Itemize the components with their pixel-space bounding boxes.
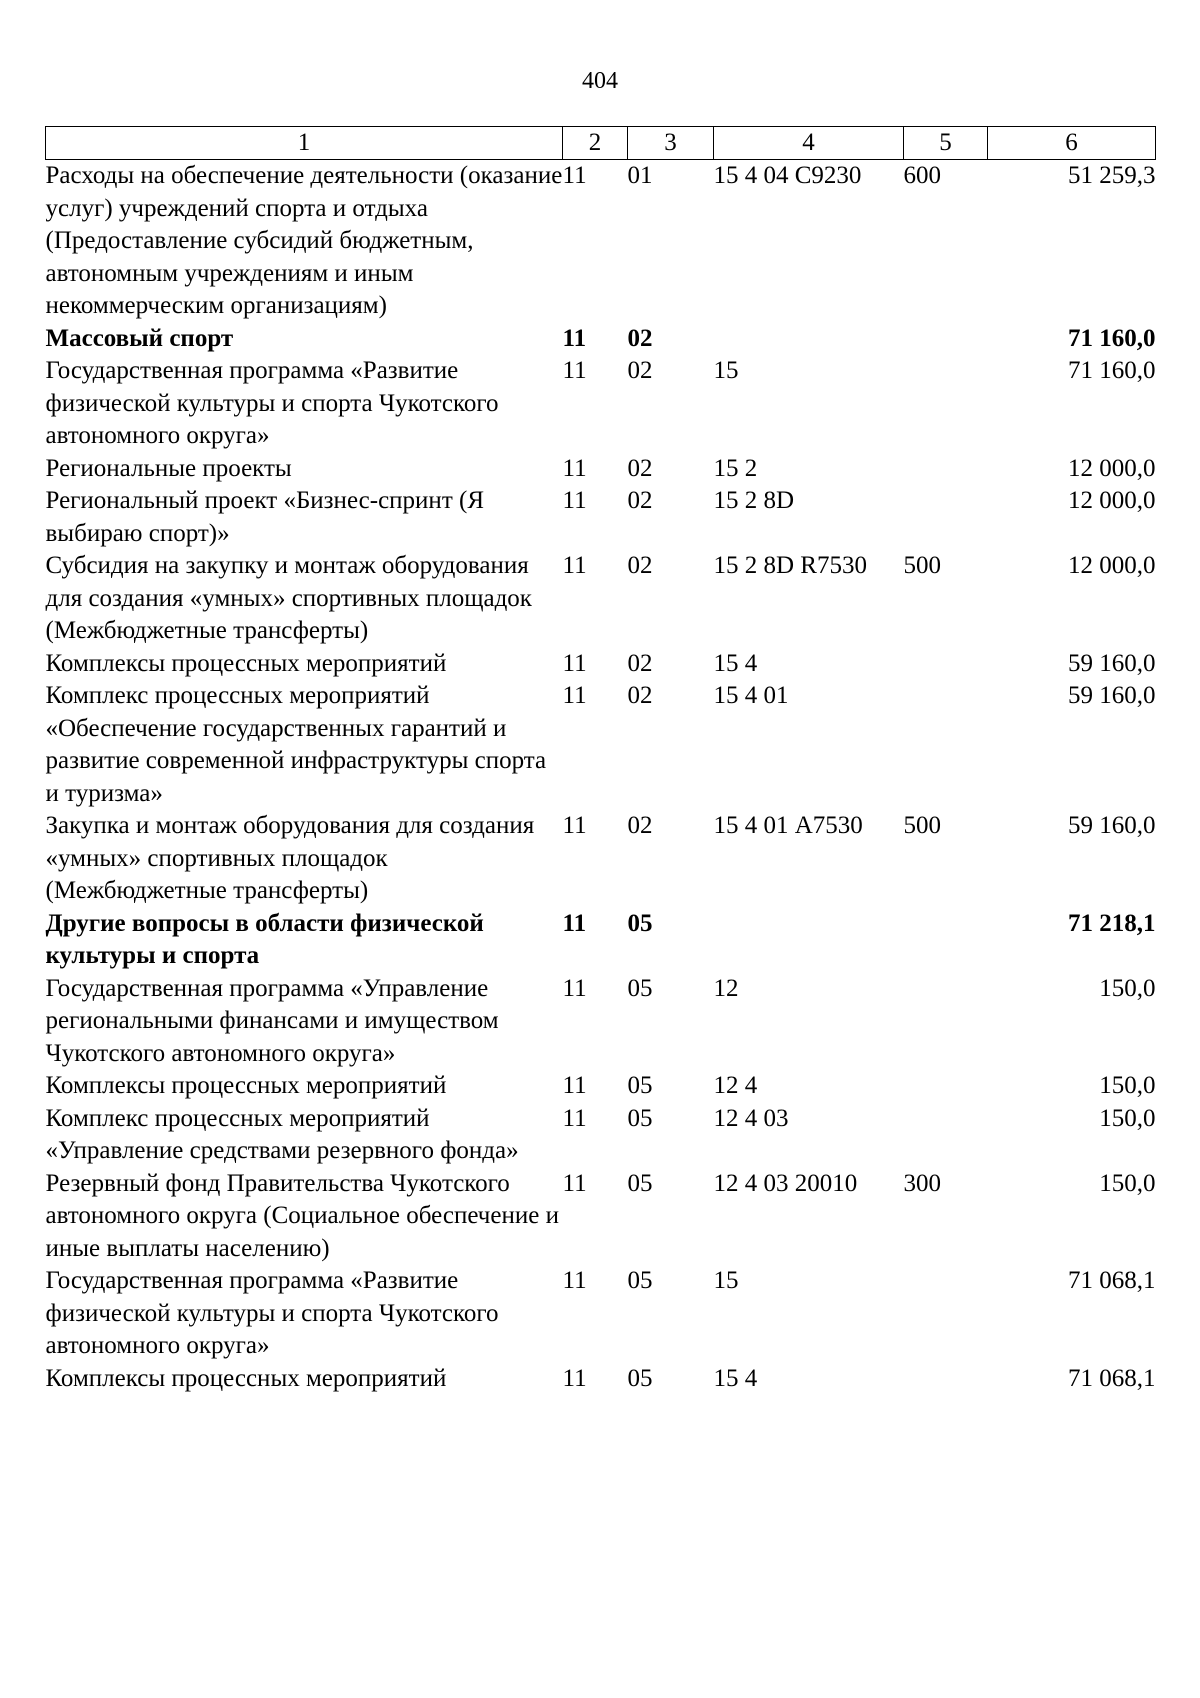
table-row xyxy=(46,973,1156,1071)
row-target-article: 12 4 03 xyxy=(713,1104,789,1132)
row-amount: 71 218,1 xyxy=(1068,909,1156,937)
table-row xyxy=(46,680,1156,810)
row-target-article: 15 2 8D R7530 xyxy=(713,552,867,579)
row-name: Расходы на обеспечение деятельности (оказание услуг) учреждений спорта и отдыха (Предоставление субсидий бюджетным, автономным учреждениям и иным некоммерческим организациям) xyxy=(45,162,563,319)
table-body xyxy=(46,160,1156,1396)
row-amount: 12 000,0 xyxy=(1068,487,1156,514)
row-amount: 150,0 xyxy=(1099,1072,1156,1099)
row-expense-type xyxy=(904,323,988,356)
row-target-article: 15 xyxy=(713,357,739,384)
row-name: Государственная программа «Развитие физической культуры и спорта Чукотского автономного округа» xyxy=(45,1267,499,1359)
row-name: Другие вопросы в области физической культуры и спорта xyxy=(45,909,484,969)
table-header xyxy=(46,127,1156,160)
row-target-article: 12 xyxy=(713,974,739,1002)
column-header-2: 2 xyxy=(563,127,628,160)
row-target-article: 15 4 04 С9230 xyxy=(713,162,862,189)
row-expense-type xyxy=(904,680,988,810)
row-name: Комплексы процессных мероприятий xyxy=(45,649,447,677)
row-subsection-code: 02 xyxy=(627,454,653,482)
row-name: Резервный фонд Правительства Чукотского автономного округа (Социальное обеспечение и иные выплаты населению) xyxy=(45,1169,559,1262)
row-expense-type xyxy=(904,648,988,681)
row-amount: 71 160,0 xyxy=(1068,324,1156,352)
row-name: Комплексы процессных мероприятий xyxy=(45,1072,447,1099)
row-amount: 150,0 xyxy=(1099,1169,1156,1197)
column-header-6: 6 xyxy=(988,127,1156,160)
table-row xyxy=(46,453,1156,486)
row-subsection-code: 02 xyxy=(627,682,653,709)
row-section-code: 11 xyxy=(562,1267,587,1294)
row-amount: 59 160,0 xyxy=(1068,649,1156,677)
row-amount: 71 160,0 xyxy=(1068,357,1156,384)
column-header-3: 3 xyxy=(628,127,714,160)
row-section-code: 11 xyxy=(562,649,587,677)
row-expense-type xyxy=(904,1363,988,1396)
row-name: Субсидия на закупку и монтаж оборудования для создания «умных» спортивных площадок (Межбюджетные трансферты) xyxy=(45,552,532,644)
row-expense-type: 600 xyxy=(903,162,941,189)
row-section-code: 11 xyxy=(562,1072,587,1099)
table-row xyxy=(46,355,1156,453)
row-subsection-code: 05 xyxy=(627,974,653,1002)
table-row xyxy=(46,1265,1156,1363)
table-row xyxy=(46,485,1156,550)
budget-table xyxy=(45,126,1156,1395)
table-row xyxy=(46,1363,1156,1396)
table-row xyxy=(46,1070,1156,1103)
row-subsection-code: 02 xyxy=(627,324,653,352)
table-row xyxy=(46,648,1156,681)
row-name: Региональный проект «Бизнес-спринт (Я выбираю спорт)» xyxy=(45,487,484,547)
row-section-code: 11 xyxy=(562,357,587,384)
row-name: Комплекс процессных мероприятий «Обеспечение государственных гарантий и развитие современной инфраструктуры спорта и туризма» xyxy=(45,682,547,807)
row-amount: 71 068,1 xyxy=(1068,1267,1156,1294)
row-section-code: 11 xyxy=(562,324,587,352)
table-row xyxy=(46,550,1156,648)
row-expense-type xyxy=(904,908,988,973)
row-subsection-code: 02 xyxy=(627,487,653,514)
row-section-code: 11 xyxy=(562,1104,587,1132)
row-expense-type: 500 xyxy=(903,552,941,579)
row-target-article: 15 xyxy=(713,1267,739,1294)
row-section-code: 11 xyxy=(562,974,587,1002)
table-row xyxy=(46,1103,1156,1168)
row-section-code: 11 xyxy=(562,909,587,937)
row-expense-type xyxy=(904,1070,988,1103)
row-amount: 12 000,0 xyxy=(1068,552,1156,579)
column-header-1: 1 xyxy=(46,127,563,160)
row-subsection-code: 05 xyxy=(627,1169,653,1197)
row-target-article: 15 4 xyxy=(713,649,758,677)
row-section-code: 11 xyxy=(562,1169,587,1197)
table-row xyxy=(46,1168,1156,1266)
row-name: Комплексы процессных мероприятий xyxy=(45,1364,447,1392)
row-amount: 51 259,3 xyxy=(1068,162,1156,189)
row-name: Закупка и монтаж оборудования для создания «умных» спортивных площадок (Межбюджетные трансферты) xyxy=(45,812,535,904)
row-target-article: 12 4 03 20010 xyxy=(713,1169,858,1197)
table-row xyxy=(46,160,1156,323)
header-row xyxy=(46,127,1156,160)
row-target-article xyxy=(714,323,904,356)
row-expense-type xyxy=(904,1103,988,1168)
row-target-article: 15 4 xyxy=(713,1364,758,1392)
table-row xyxy=(46,908,1156,973)
row-target-article: 15 2 xyxy=(713,454,758,482)
row-amount: 59 160,0 xyxy=(1068,812,1156,839)
row-subsection-code: 02 xyxy=(627,649,653,677)
row-subsection-code: 02 xyxy=(627,812,653,839)
row-expense-type: 300 xyxy=(903,1169,941,1197)
row-amount: 150,0 xyxy=(1099,974,1156,1002)
row-amount: 71 068,1 xyxy=(1068,1364,1156,1392)
row-section-code: 11 xyxy=(562,812,587,839)
row-subsection-code: 02 xyxy=(627,552,653,579)
row-section-code: 11 xyxy=(562,552,587,579)
row-target-article: 12 4 xyxy=(713,1072,758,1099)
row-section-code: 11 xyxy=(562,682,587,709)
row-subsection-code: 05 xyxy=(627,1104,653,1132)
row-target-article xyxy=(714,908,904,973)
row-expense-type xyxy=(904,485,988,550)
row-section-code: 11 xyxy=(562,1364,587,1392)
row-expense-type xyxy=(904,973,988,1071)
row-subsection-code: 05 xyxy=(627,1364,653,1392)
row-expense-type: 500 xyxy=(903,812,941,839)
row-subsection-code: 05 xyxy=(627,1267,653,1294)
page-number: 404 xyxy=(582,68,618,94)
row-target-article: 15 2 8D xyxy=(713,487,795,514)
row-expense-type xyxy=(904,355,988,453)
row-section-code: 11 xyxy=(562,454,587,482)
row-subsection-code: 02 xyxy=(627,357,653,384)
table-row xyxy=(46,323,1156,356)
row-target-article: 15 4 01 А7530 xyxy=(713,812,863,839)
row-subsection-code: 05 xyxy=(627,1072,653,1099)
row-amount: 150,0 xyxy=(1099,1104,1156,1132)
row-amount: 12 000,0 xyxy=(1068,454,1156,482)
row-name: Массовый спорт xyxy=(45,324,234,352)
row-section-code: 11 xyxy=(562,487,587,514)
row-amount: 59 160,0 xyxy=(1068,682,1156,709)
row-name: Государственная программа «Управление региональными финансами и имуществом Чукотского автономного округа» xyxy=(45,974,499,1067)
row-expense-type xyxy=(904,1265,988,1363)
row-name: Государственная программа «Развитие физической культуры и спорта Чукотского автономного округа» xyxy=(45,357,499,449)
row-subsection-code: 05 xyxy=(627,909,653,937)
column-header-5: 5 xyxy=(904,127,988,160)
row-name: Региональные проекты xyxy=(45,454,292,482)
row-expense-type xyxy=(904,453,988,486)
row-section-code: 11 xyxy=(562,162,587,189)
row-target-article: 15 4 01 xyxy=(713,682,789,709)
row-subsection-code: 01 xyxy=(627,162,653,189)
table-row xyxy=(46,810,1156,908)
row-name: Комплекс процессных мероприятий «Управление средствами резервного фонда» xyxy=(45,1104,519,1164)
column-header-4: 4 xyxy=(714,127,904,160)
